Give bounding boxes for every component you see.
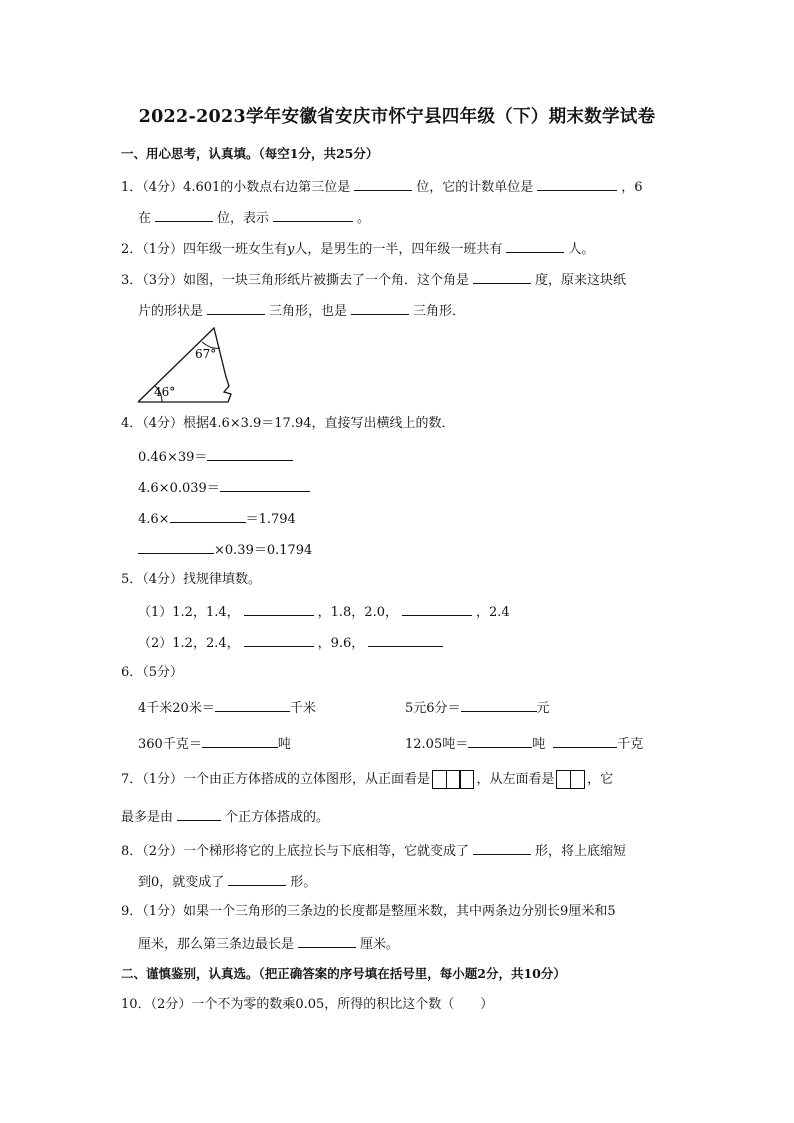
question-10: 10．（2分）一个不为零的数乘0.05，所得的积比这个数（ ） xyxy=(121,997,494,1012)
question-text: ＝1.794 xyxy=(245,512,296,527)
question-text: 0.46×39＝ xyxy=(138,450,208,465)
question-6-item-1 xyxy=(138,697,316,719)
question-text: 位，表示 xyxy=(217,211,270,226)
question-text: ，它 xyxy=(587,772,614,787)
question-text: 元 xyxy=(536,701,550,716)
question-8-line-2 xyxy=(138,871,316,893)
question-text: 三角形． xyxy=(413,304,466,319)
answer-blank[interactable] xyxy=(155,207,213,222)
question-4: 4．（4分）根据4.6×3.9＝17.94，直接写出横线上的数． xyxy=(121,416,455,431)
question-text: 度，原来这块纸 xyxy=(535,273,627,288)
question-9-line-1: 9．（1分）如果一个三角形的三条边的长度都是整厘米数，其中两条边分别长9厘米和5 xyxy=(121,904,616,919)
question-text: 2．（1分）四年级一班女生有 xyxy=(121,242,288,257)
answer-blank[interactable] xyxy=(244,632,314,647)
front-view-figure xyxy=(432,770,474,789)
question-text: 4千米20米＝ xyxy=(138,701,215,716)
question-text: 最多是由 xyxy=(121,810,174,825)
question-4-item-4 xyxy=(138,539,312,561)
answer-blank[interactable] xyxy=(215,697,290,712)
top-angle-label: 67° xyxy=(195,347,217,361)
answer-blank[interactable] xyxy=(402,601,472,616)
question-text: 1．（4分）4.601的小数点右边第三位是 xyxy=(121,180,351,195)
question-text: ，6 xyxy=(621,180,643,195)
answer-blank[interactable] xyxy=(368,632,443,647)
question-5-row-2 xyxy=(138,632,447,654)
question-4-item-1 xyxy=(138,446,297,468)
question-4-item-3 xyxy=(138,508,296,530)
answer-blank[interactable] xyxy=(506,238,564,253)
question-text: 12.05吨＝ xyxy=(405,737,469,752)
question-5-row-1 xyxy=(138,601,510,623)
question-text: 8．（2分）一个梯形将它的上底拉长与下底相等，它就变成了 xyxy=(121,844,470,859)
question-3-line-1 xyxy=(121,269,626,291)
answer-blank[interactable] xyxy=(170,508,246,523)
cube-square xyxy=(459,770,474,789)
answer-blank[interactable] xyxy=(461,697,537,712)
question-text: 在 xyxy=(138,211,152,226)
answer-blank[interactable] xyxy=(537,176,617,191)
question-text: 个正方体搭成的。 xyxy=(225,810,330,825)
left-angle-label: 46° xyxy=(154,385,176,399)
question-text: 人。 xyxy=(568,242,595,257)
question-text: 三角形，也是 xyxy=(269,304,348,319)
answer-blank[interactable] xyxy=(138,539,214,554)
question-text: 千克 xyxy=(617,737,644,752)
question-1-line-2 xyxy=(138,207,370,229)
page-title: 2022-2023学年安徽省安庆市怀宁县四年级（下）期末数学试卷 xyxy=(138,107,656,127)
question-text: 4.6× xyxy=(138,512,170,527)
cube-square xyxy=(570,770,585,789)
question-9-line-2 xyxy=(138,933,399,955)
answer-blank[interactable] xyxy=(244,601,314,616)
question-7-line-1 xyxy=(121,770,613,790)
question-text: 3．（3分）如图，一块三角形纸片被撕去了一个角．这个角是 xyxy=(121,273,470,288)
question-6: 6．（5分） xyxy=(121,665,184,680)
question-3-line-2 xyxy=(138,300,465,322)
question-6-item-2 xyxy=(405,697,550,719)
question-6-item-3 xyxy=(138,733,291,755)
section-1-heading: 一、用心思考，认真填。（每空1分，共25分） xyxy=(121,146,379,161)
question-text: 。 xyxy=(357,211,371,226)
torn-triangle-figure xyxy=(136,322,238,406)
question-4-item-2 xyxy=(138,477,314,499)
question-text: ，从左面看是 xyxy=(476,772,555,787)
question-6-item-4 xyxy=(405,733,643,755)
answer-blank[interactable] xyxy=(220,477,310,492)
question-text: 4.6×0.039＝ xyxy=(138,481,220,496)
answer-blank[interactable] xyxy=(298,933,356,948)
question-text: 360千克＝ xyxy=(138,737,202,752)
answer-blank[interactable] xyxy=(228,871,286,886)
question-text: ×0.39＝0.1794 xyxy=(214,543,313,558)
question-text: 厘米。 xyxy=(360,937,400,952)
question-text: 人，是男生的一半，四年级一班共有 xyxy=(294,242,503,257)
section-2-heading: 二、谨慎鉴别，认真选。（把正确答案的序号填在括号里，每小题2分，共10分） xyxy=(121,966,566,981)
question-text: 片的形状是 xyxy=(138,304,204,319)
left-view-figure xyxy=(556,770,585,789)
answer-blank[interactable] xyxy=(207,300,265,315)
answer-blank[interactable] xyxy=(473,269,531,284)
answer-blank[interactable] xyxy=(273,207,353,222)
question-text: 位，它的计数单位是 xyxy=(416,180,534,195)
question-text: ，1.8，2.0， xyxy=(317,605,398,620)
answer-blank[interactable] xyxy=(468,733,532,748)
question-7-line-2 xyxy=(121,806,329,828)
answer-blank[interactable] xyxy=(351,300,409,315)
question-text: （2）1.2，2.4， xyxy=(138,636,240,651)
variable-y: y xyxy=(287,242,295,257)
question-2 xyxy=(121,238,594,260)
question-text: 形，将上底缩短 xyxy=(535,844,627,859)
answer-blank[interactable] xyxy=(207,446,293,461)
question-text: 千米 xyxy=(289,701,316,716)
question-text: 厘米，那么第三条边最长是 xyxy=(138,937,295,952)
question-8-line-1 xyxy=(121,840,626,862)
question-text: ，2.4 xyxy=(475,605,510,620)
answer-blank[interactable] xyxy=(177,806,221,821)
answer-blank[interactable] xyxy=(553,733,617,748)
answer-blank[interactable] xyxy=(473,840,531,855)
question-1-line-1 xyxy=(121,176,643,198)
question-text: 5元6分＝ xyxy=(405,701,461,716)
triangle-outline xyxy=(138,328,231,402)
answer-blank[interactable] xyxy=(354,176,412,191)
question-text: 吨 xyxy=(277,737,291,752)
answer-blank[interactable] xyxy=(202,733,278,748)
question-text: （1）1.2，1.4， xyxy=(138,605,240,620)
question-text: 形。 xyxy=(290,875,317,890)
question-text: ，9.6， xyxy=(317,636,365,651)
question-text: 7．（1分）一个由正方体搭成的立体图形，从正面看是 xyxy=(121,772,431,787)
question-5: 5．（4分）找规律填数。 xyxy=(121,572,262,587)
question-text: 到0，就变成了 xyxy=(138,875,225,890)
question-text: 吨 xyxy=(532,737,546,752)
